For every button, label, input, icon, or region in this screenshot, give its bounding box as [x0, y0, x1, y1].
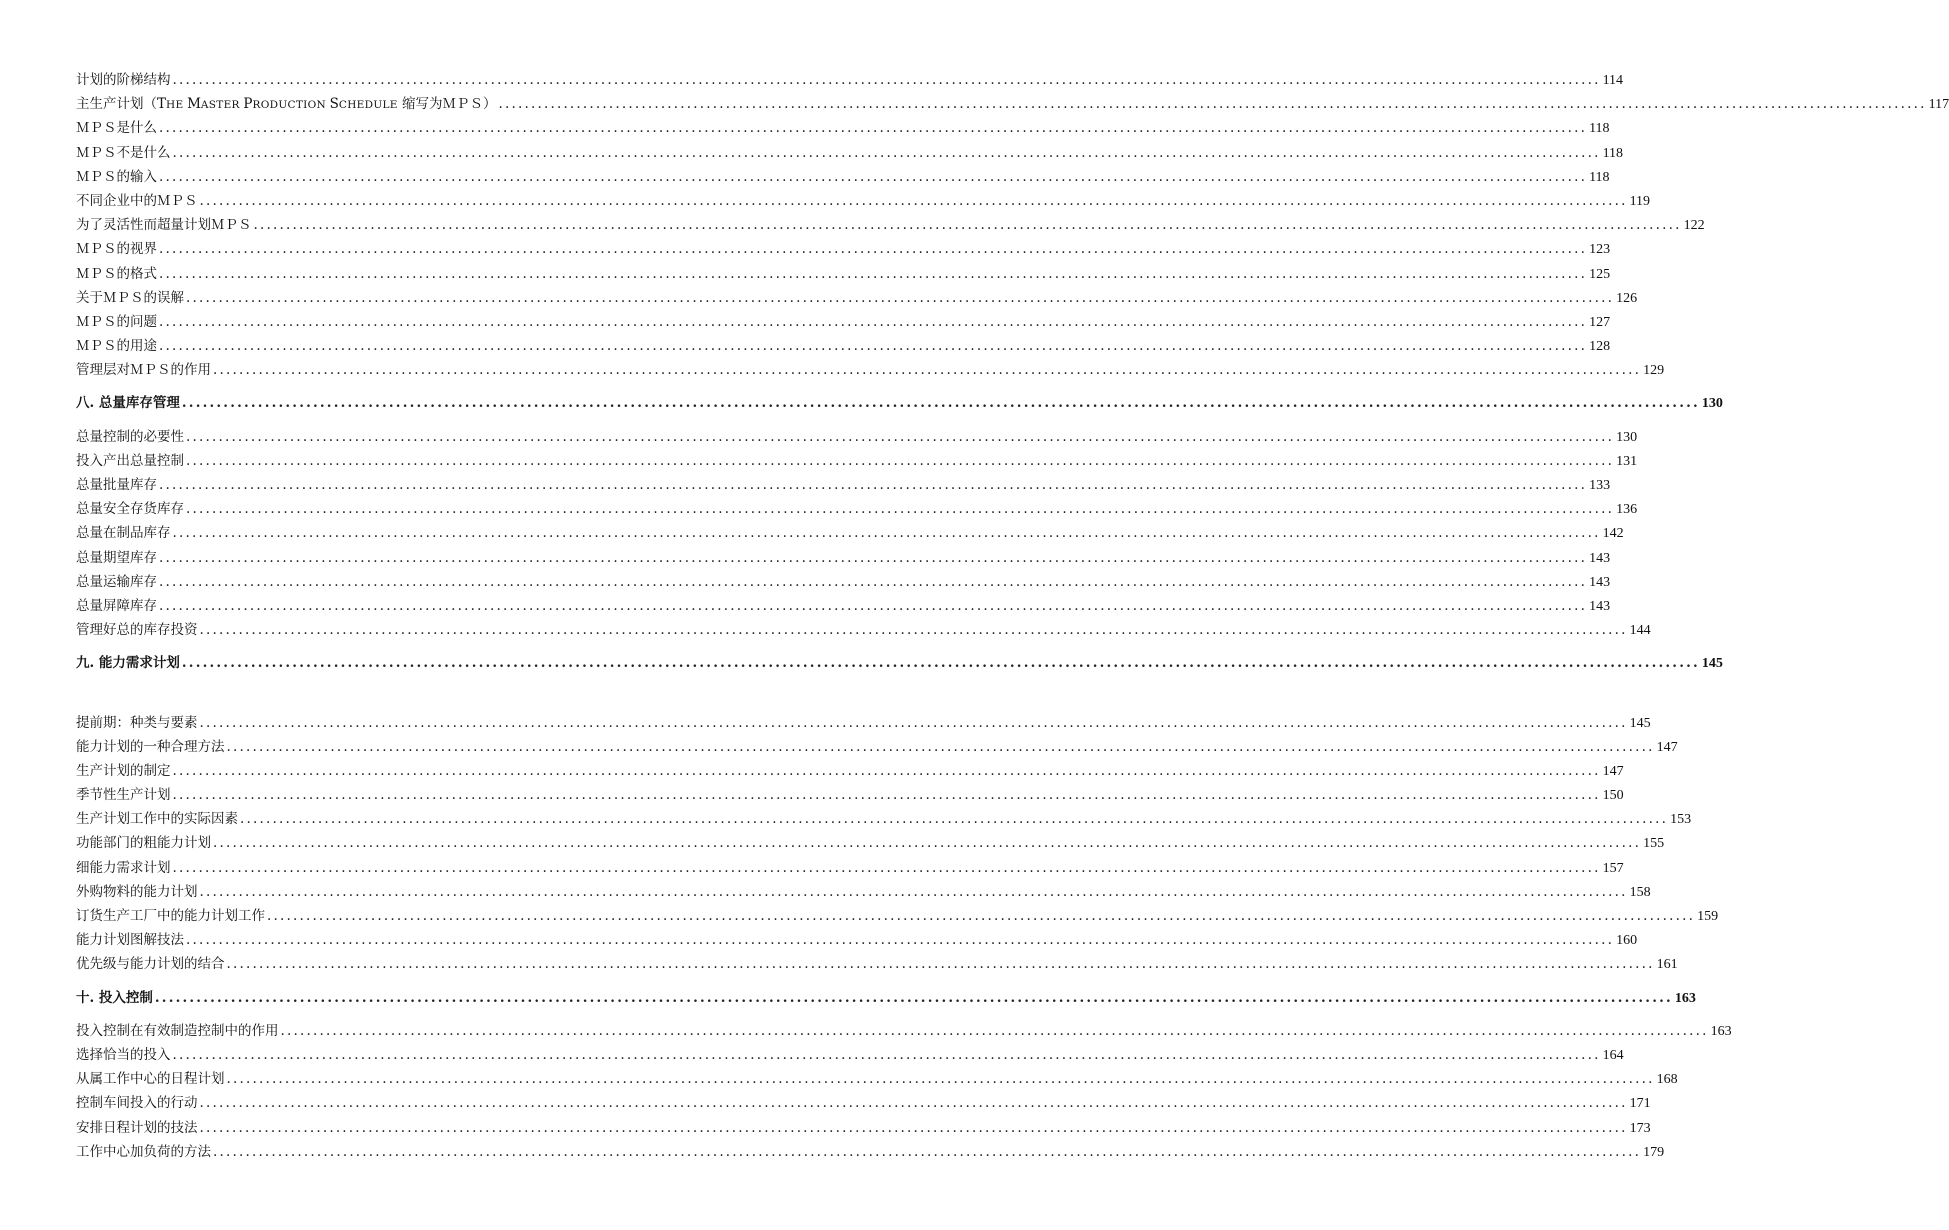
toc-leader-dots: ............................................................................................................................................................................................................................ [159, 241, 1588, 258]
toc-entry-page: 164 [1602, 1047, 1624, 1063]
toc-leader-dots: ............................................................................................................................................................................................................................ [159, 549, 1588, 566]
toc-entry-page: 179 [1643, 1144, 1665, 1160]
toc-entry-page: 159 [1697, 909, 1719, 924]
toc-entry-page: 118 [1589, 121, 1610, 137]
toc-entry-title: 总量屏障库存 [76, 597, 157, 614]
toc-section-heading[interactable] [76, 651, 1723, 675]
toc-leader-dots: ............................................................................................................................................................................................................................ [181, 395, 1700, 412]
toc-leader-dots: ............................................................................................................................................................................................................................ [199, 622, 1628, 639]
toc-section-page: 145 [1701, 656, 1723, 672]
toc-entry-title: 关于ＭＰＳ的误解 [76, 289, 184, 306]
toc-leader-dots: ............................................................................................................................................................................................................................ [154, 989, 1673, 1006]
toc-leader-dots: ............................................................................................................................................................................................................................ [199, 192, 1628, 209]
toc-entry-page: 122 [1683, 218, 1705, 234]
toc-entry-title: 管理好总的库存投资 [76, 622, 198, 639]
toc-entry[interactable] [76, 880, 1651, 904]
toc-entry[interactable] [76, 68, 1624, 92]
toc-leader-dots: ............................................................................................................................................................................................................................ [159, 597, 1588, 614]
toc-entry-page: 173 [1629, 1120, 1651, 1136]
toc-entry-page: 119 [1629, 193, 1651, 209]
toc-leader-dots: ............................................................................................................................................................................................................................ [172, 859, 1601, 876]
toc-entry[interactable] [76, 286, 1638, 310]
toc-entry-title: 工作中心加负荷的方法 [76, 1143, 211, 1160]
toc-entry-page: 142 [1602, 526, 1624, 542]
toc-entry[interactable] [76, 856, 1624, 880]
toc-entry-page: 136 [1616, 502, 1638, 518]
toc-entry[interactable] [76, 358, 1665, 382]
toc-leader-dots: ............................................................................................................................................................................................................................ [199, 1095, 1628, 1112]
toc-entry-title: 安排日程计划的技法 [76, 1119, 198, 1136]
toc-leader-dots: ............................................................................................................................................................................................................................ [199, 714, 1628, 731]
toc-entry-page: 145 [1629, 715, 1651, 731]
toc-entry-title: ＭＰＳ的问题 [76, 313, 157, 330]
toc-leader-dots: ............................................................................................................................................................................................................................ [159, 168, 1588, 185]
toc-entry-page: 168 [1656, 1072, 1678, 1088]
toc-entry[interactable] [76, 1019, 1732, 1043]
toc-entry-page: 143 [1589, 550, 1611, 566]
toc-leader-dots: ............................................................................................................................................................................................................................ [172, 72, 1601, 88]
toc-entry[interactable] [76, 213, 1705, 237]
toc-leader-dots: ............................................................................................................................................................................................................................ [159, 120, 1588, 137]
toc-entry[interactable] [76, 189, 1651, 213]
toc-entry-title: 总量安全存货库存 [76, 501, 184, 518]
toc-entry-page: 155 [1643, 836, 1665, 852]
toc-entry-title: 总量运输库存 [76, 573, 157, 590]
toc-leader-dots: ............................................................................................................................................................................................................................ [181, 655, 1700, 672]
toc-entry-page: 171 [1629, 1096, 1651, 1112]
toc-entry[interactable] [76, 262, 1611, 286]
toc-entry-title: 总量在制品库存 [76, 525, 171, 542]
toc-entry-page: 118 [1602, 145, 1624, 161]
toc-leader-dots: ............................................................................................................................................................................................................................ [172, 1046, 1601, 1063]
toc-entry-page: 127 [1589, 314, 1611, 330]
toc-entry-page: 158 [1629, 884, 1651, 900]
toc-leader-dots: ............................................................................................................................................................................................................................ [159, 265, 1588, 282]
toc-entry[interactable] [76, 165, 1610, 189]
toc-section-page: 163 [1674, 990, 1696, 1006]
toc-entry-page: 143 [1589, 598, 1611, 614]
toc-entry-page: 150 [1602, 788, 1624, 804]
toc-entry-title: 细能力需求计划 [76, 859, 171, 876]
toc-entry[interactable] [76, 141, 1624, 165]
toc-entry-page: 130 [1616, 429, 1638, 445]
toc-leader-dots: ............................................................................................................................................................................................................................ [213, 362, 1642, 379]
toc-leader-dots: ............................................................................................................................................................................................................................ [213, 1143, 1642, 1160]
toc-entry-page: 144 [1629, 623, 1651, 639]
toc-entry[interactable] [76, 310, 1611, 334]
toc-entry-title: 计划的阶梯结构 [76, 72, 171, 88]
toc-leader-dots: ............................................................................................................................................................................................................................ [159, 313, 1588, 330]
toc-entry-title: 外购物料的能力计划 [76, 883, 198, 900]
toc-entry[interactable] [76, 618, 1651, 642]
toc-leader-dots: ............................................................................................................................................................................................................................ [226, 738, 1655, 755]
toc-leader-dots: ............................................................................................................................................................................................................................ [213, 835, 1642, 852]
toc-entry[interactable] [76, 473, 1611, 497]
toc-entry-title: 选择恰当的投入 [76, 1046, 171, 1063]
toc-entry[interactable] [76, 449, 1638, 473]
toc-entry-title: ＭＰＳ的输入 [76, 168, 157, 185]
toc-entry[interactable] [76, 1116, 1651, 1140]
toc-entry[interactable] [76, 711, 1651, 735]
toc-entry[interactable] [76, 497, 1638, 521]
toc-leader-dots: ............................................................................................................................................................................................................................ [186, 452, 1615, 469]
toc-leader-dots: ............................................................................................................................................................................................................................ [199, 1119, 1628, 1136]
toc-entry[interactable] [76, 546, 1611, 570]
toc-entry-title: 能力计划的一种合理方法 [76, 738, 225, 755]
toc-leader-dots: ............................................................................................................................................................................................................................ [186, 932, 1615, 949]
toc-entry[interactable] [76, 334, 1611, 358]
toc-entry[interactable] [76, 92, 1949, 116]
toc-entry-title: 总量期望库存 [76, 549, 157, 566]
toc-leader-dots: ............................................................................................................................................................................................................................ [240, 811, 1669, 828]
toc-leader-dots: ............................................................................................................................................................................................................................ [199, 883, 1628, 900]
toc-leader-dots: ............................................................................................................................................................................................................................ [226, 1071, 1655, 1088]
toc-entry[interactable] [76, 425, 1638, 449]
toc-entry[interactable] [76, 831, 1665, 855]
toc-entry[interactable] [76, 904, 1719, 928]
toc-leader-dots: ............................................................................................................................................................................................................................ [253, 217, 1682, 234]
toc-entry-page: 133 [1589, 478, 1611, 493]
toc-entry-title: ＭＰＳ的格式 [76, 265, 157, 282]
toc-entry-title: 季节性生产计划 [76, 787, 171, 804]
toc-entry[interactable] [76, 928, 1638, 952]
toc-entry-title: 投入产出总量控制 [76, 452, 184, 469]
toc-entry-title: 提前期：种类与要素 [76, 714, 198, 731]
toc-entry-page: 126 [1616, 290, 1638, 306]
toc-entry-title: ＭＰＳ不是什么 [76, 144, 171, 161]
toc-leader-dots: ............................................................................................................................................................................................................................ [280, 1022, 1709, 1039]
toc-entry-page: 147 [1656, 739, 1678, 755]
toc-entry-page: 153 [1670, 812, 1692, 828]
toc-entry-title: 为了灵活性而超量计划ＭＰＳ [76, 217, 252, 234]
toc-leader-dots: ............................................................................................................................................................................................................................ [172, 787, 1601, 804]
toc-leader-dots: ............................................................................................................................................................................................................................ [186, 501, 1615, 518]
toc-entry-title: ＭＰＳ的视界 [76, 241, 157, 258]
toc-entry[interactable] [76, 116, 1610, 140]
toc-entry-page: 157 [1602, 860, 1624, 876]
toc-entry-page: 129 [1643, 363, 1665, 379]
toc-entry[interactable] [76, 1091, 1651, 1115]
toc-entry-title: 优先级与能力计划的结合 [76, 956, 225, 973]
toc-section-heading[interactable] [76, 391, 1723, 415]
toc-leader-dots: ............................................................................................................................................................................................................................ [159, 477, 1588, 493]
toc-entry[interactable] [76, 521, 1624, 545]
toc-leader-dots: ............................................................................................................................................................................................................................ [186, 289, 1615, 306]
toc-entry[interactable] [76, 759, 1624, 783]
toc-entry-page: 123 [1589, 242, 1611, 258]
toc-entry-title: ＭＰＳ是什么 [76, 120, 157, 137]
toc-entry-title: 能力计划图解技法 [76, 932, 184, 949]
toc-leader-dots: ............................................................................................................................................................................................................................ [159, 338, 1588, 355]
toc-section-heading[interactable] [76, 986, 1696, 1010]
toc-entry-title: 投入控制在有效制造控制中的作用 [76, 1022, 279, 1039]
toc-entry[interactable] [76, 1043, 1624, 1067]
toc-entry-title: 总量批量库存 [76, 477, 157, 493]
blank-gap [76, 685, 904, 711]
toc-section-title: 十. 投入控制 [76, 989, 153, 1006]
toc-entry-page: 147 [1602, 763, 1624, 779]
toc-entry-title: 功能部门的粗能力计划 [76, 835, 211, 852]
toc-entry[interactable] [76, 783, 1624, 807]
toc-entry-page: 117 [1928, 97, 1949, 113]
toc-leader-dots: ............................................................................................................................................................................................................................ [498, 96, 1927, 113]
toc-section-title: 九. 能力需求计划 [76, 655, 180, 672]
toc-entry[interactable] [76, 735, 1678, 759]
toc-entry-title: 总量控制的必要性 [76, 428, 184, 445]
toc-entry-title: 生产计划工作中的实际因素 [76, 811, 238, 828]
toc-section-page: 130 [1701, 396, 1723, 412]
toc-entry-title: 生产计划的制定 [76, 762, 171, 779]
toc-entry[interactable] [76, 594, 1611, 618]
toc-leader-dots: ............................................................................................................................................................................................................................ [172, 762, 1601, 779]
toc-entry-page: 131 [1616, 453, 1638, 469]
toc-leader-dots: ............................................................................................................................................................................................................................ [267, 908, 1696, 924]
toc-entry-title: 订货生产工厂中的能力计划工作 [76, 908, 265, 924]
toc-entry-title: ＭＰＳ的用途 [76, 338, 157, 355]
toc-entry-title: 从属工作中心的日程计划 [76, 1071, 225, 1088]
toc-leader-dots: ............................................................................................................................................................................................................................ [186, 428, 1615, 445]
toc-entry[interactable] [76, 1140, 1665, 1164]
toc-entry[interactable] [76, 807, 1692, 831]
toc-entry-page: 125 [1589, 266, 1611, 282]
toc-entry-page: 161 [1656, 957, 1678, 973]
table-of-contents [76, 68, 1949, 1164]
toc-entry-page: 118 [1589, 169, 1610, 185]
toc-entry-title: 主生产计划（THE MASTER PRODUCTION SCHEDULE 缩写为ＭＰＳ） [76, 96, 497, 113]
toc-leader-dots: ............................................................................................................................................................................................................................ [159, 573, 1588, 590]
toc-entry-page: 143 [1589, 574, 1611, 590]
toc-entry[interactable] [76, 570, 1611, 594]
toc-leader-dots: ............................................................................................................................................................................................................................ [172, 525, 1601, 542]
toc-entry-page: 128 [1589, 339, 1611, 355]
toc-entry-page: 160 [1616, 933, 1638, 949]
toc-entry-title: 管理层对ＭＰＳ的作用 [76, 362, 211, 379]
toc-entry-title: 不同企业中的ＭＰＳ [76, 192, 198, 209]
toc-leader-dots: ............................................................................................................................................................................................................................ [226, 956, 1655, 973]
toc-section-title: 八. 总量库存管理 [76, 395, 180, 412]
toc-entry-title: 控制车间投入的行动 [76, 1095, 198, 1112]
toc-entry-page: 114 [1602, 73, 1624, 88]
toc-entry[interactable] [76, 237, 1611, 261]
toc-leader-dots: ............................................................................................................................................................................................................................ [172, 144, 1601, 161]
toc-entry[interactable] [76, 1067, 1678, 1091]
toc-entry-page: 163 [1710, 1023, 1732, 1039]
toc-entry[interactable] [76, 952, 1678, 976]
